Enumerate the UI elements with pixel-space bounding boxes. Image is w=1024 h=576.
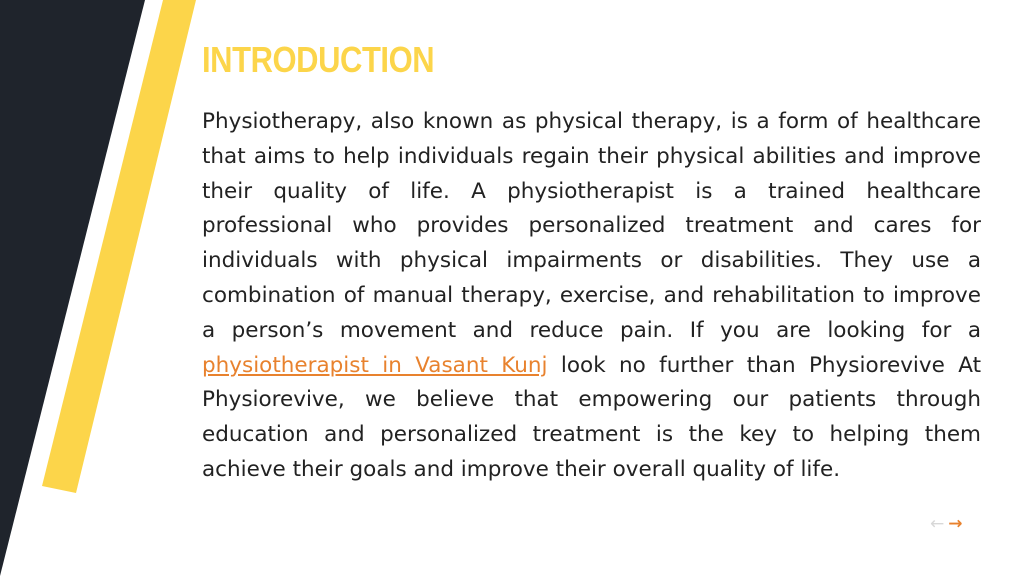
paragraph-text-after-link: look no further than Physiorevive At Physiorevive, we believe that empowering our patients through education and personalized treatment is the key to helping them achieve their goals and improve their overall quality of life.	[202, 352, 981, 482]
physiotherapist-link[interactable]: physiotherapist in Vasant Kunj	[202, 352, 548, 378]
paragraph-text-before-link: Physiotherapy, also known as physical therapy, is a form of healthcare that aims to help individuals regain their physical abilities and improve their quality of life. A physiotherapist is a trained healthcare professional who provides personalized treatment and cares for individuals with physical impairments or disabilities. They use a combination of manual therapy, exercise, and rehabilitation to improve a person’s movement and reduce pain. If you are looking for a	[202, 109, 981, 343]
arrow-left-icon[interactable]: ←	[930, 514, 945, 534]
page-title: INTRODUCTION	[202, 39, 435, 80]
slide-navigation	[930, 513, 963, 535]
arrow-right-icon[interactable]: →	[948, 514, 963, 534]
intro-paragraph	[202, 105, 981, 488]
